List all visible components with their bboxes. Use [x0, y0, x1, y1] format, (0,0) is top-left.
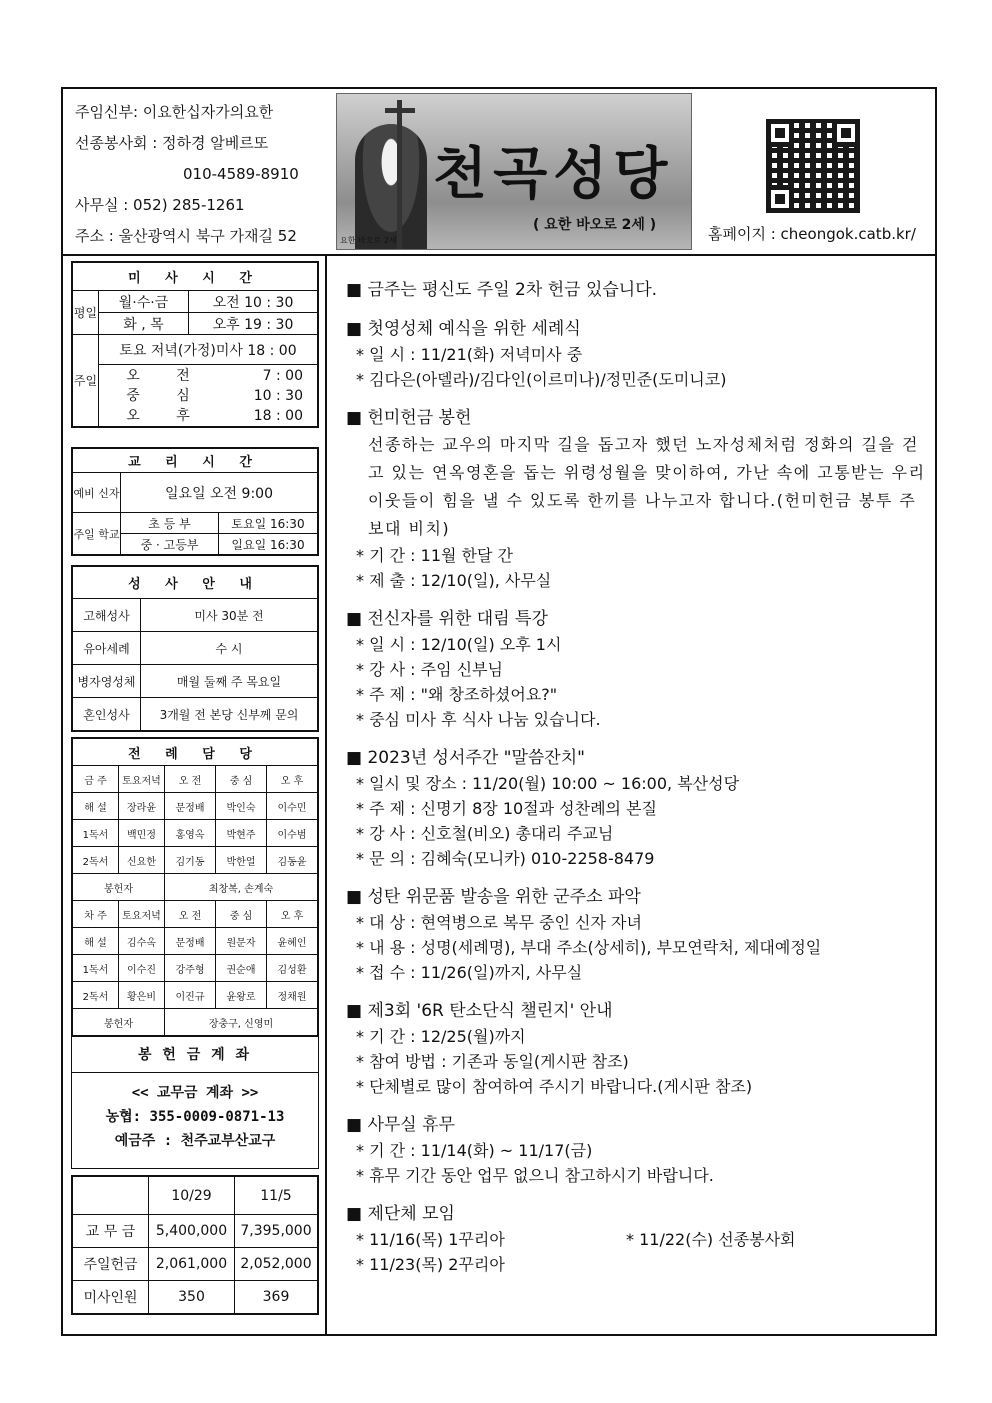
pastor-line: 주임신부: 이요한십자가의요한: [75, 103, 274, 121]
liturgy-header: 오 전: [165, 901, 216, 928]
liturgy-person: 김동윤: [267, 847, 318, 874]
sacraments-title: 성 사 안 내: [73, 567, 318, 599]
notice-line: * 일시 및 장소 : 11/20(월) 10:00 ~ 16:00, 복산성당: [356, 774, 740, 793]
notice-title: ■ 제3회 '6R 탄소단식 챌린지' 안내: [346, 1001, 613, 1021]
account-box: [71, 1036, 319, 1169]
sacrament-name: 고해성사: [73, 599, 141, 632]
school-time: 일요일 16:30: [219, 534, 318, 555]
bulletin-frame: [61, 87, 937, 1336]
account-label: << 교무금 계좌 >>: [131, 1085, 259, 1101]
offertory-names: 최창복, 손계숙: [165, 874, 318, 901]
liturgy-person: 원문자: [216, 928, 267, 955]
prep-label: 예비 신자: [73, 473, 121, 513]
meeting-line: * 11/16(목) 1꾸리아: [356, 1230, 505, 1249]
liturgy-title: 전 례 담 당: [73, 739, 318, 766]
notice-offering: [346, 277, 931, 303]
liturgy-person: 김기동: [165, 847, 216, 874]
weekday-days: 화 , 목: [99, 313, 189, 335]
saturday-mass: 토요 저녁(가정)미사 18 : 00: [99, 335, 318, 365]
mass-name: 중: [126, 387, 140, 404]
liturgy-role: 2독서: [73, 847, 119, 874]
liturgy-box: [71, 737, 319, 1037]
council-phone: 010-4589-8910: [183, 165, 299, 183]
finance-corner: [73, 1177, 149, 1215]
finance-box: [71, 1175, 319, 1315]
notice-baptism: [346, 316, 931, 392]
school-grade: 초 등 부: [121, 513, 219, 534]
notice-line: * 단체별로 많이 참여하여 주시기 바랍니다.(게시판 참조): [356, 1077, 753, 1096]
sacrament-name: 혼인성사: [73, 698, 141, 731]
notice-military-gifts: [346, 884, 931, 985]
finance-value: 7,395,000: [235, 1215, 318, 1248]
mass-times-box: [71, 261, 319, 428]
finance-value: 2,052,000: [235, 1248, 318, 1281]
sacrament-name: 유아세례: [73, 632, 141, 665]
liturgy-person: 신요한: [119, 847, 165, 874]
notice-title: ■ 헌미헌금 봉헌: [346, 408, 472, 428]
office-line: 사무실 : 052) 285-1261: [75, 196, 245, 214]
mass-times-title: 미 사 시 간: [73, 263, 318, 291]
notice-line: * 기 간 : 11월 한달 간: [356, 546, 514, 565]
sunday-label: 주일: [73, 335, 99, 427]
finance-date: 11/5: [235, 1177, 318, 1215]
mass-time: 10 : 30: [253, 387, 303, 404]
liturgy-role: 2독서: [73, 982, 119, 1009]
notice-line: * 주 제 : "왜 창조하셨어요?": [356, 685, 558, 704]
sacrament-info: 3개월 전 본당 신부께 문의: [141, 698, 318, 731]
notice-line: * 강 사 : 주임 신부님: [356, 660, 504, 679]
mass-name: 심: [176, 387, 190, 404]
liturgy-person: 황은비: [119, 982, 165, 1009]
finance-value: 5,400,000: [149, 1215, 235, 1248]
sacrament-info: 미사 30분 전: [141, 599, 318, 632]
qr-code-icon[interactable]: [766, 119, 860, 213]
liturgy-person: 윤혜인: [267, 928, 318, 955]
finance-label: 주일헌금: [73, 1248, 149, 1281]
liturgy-header: 토요저녁: [119, 901, 165, 928]
notice-line: * 일 시 : 12/10(일) 오후 1시: [356, 635, 562, 654]
offertory-names: 장충구, 신영미: [165, 1009, 318, 1036]
notice-office-closed: [346, 1112, 931, 1188]
sacrament-info: 매월 둘째 주 목요일: [141, 665, 318, 698]
liturgy-person: 김수옥: [119, 928, 165, 955]
finance-value: 369: [235, 1281, 318, 1314]
liturgy-person: 장라윤: [119, 793, 165, 820]
meeting-line: * 11/22(수) 선종봉사회: [626, 1230, 796, 1249]
mass-time: 7 : 00: [262, 367, 303, 384]
weekday-time: 오전 10 : 30: [189, 291, 318, 313]
meeting-line: * 11/23(목) 2꾸리아: [356, 1255, 505, 1274]
catechism-box: [71, 447, 319, 556]
council-line: 선종봉사회 : 정하경 알베르또: [75, 134, 269, 152]
notice-title: ■ 성탄 위문품 발송을 위한 군주소 파악: [346, 887, 641, 907]
notice-line: * 일 시 : 11/21(화) 저녁미사 중: [356, 345, 583, 364]
offertory-label: 봉헌자: [73, 874, 165, 901]
notices-column: [346, 277, 931, 1290]
notice-line: * 중심 미사 후 식사 나눔 있습니다.: [356, 710, 601, 729]
notice-title: ■ 금주는 평신도 주일 2차 헌금 있습니다.: [346, 280, 658, 300]
liturgy-person: 박현주: [216, 820, 267, 847]
finance-date: 10/29: [149, 1177, 235, 1215]
liturgy-person: 문정배: [165, 928, 216, 955]
liturgy-person: 문정배: [165, 793, 216, 820]
liturgy-header: 토요저녁: [119, 766, 165, 793]
notice-advent-lecture: [346, 606, 931, 732]
liturgy-person: 강주형: [165, 955, 216, 982]
notice-paragraph: 선종하는 교우의 마지막 길을 돕고자 했던 노자성체처럼 정화의 길을 걷고 있는 연옥영혼을 돕는 위령성월을 맞이하여, 가난 속에 고통받는 우리 이웃들이 힘을 낼 수 있도록 한끼를 나누고자 합니다.(헌미헌금 봉투 주보대 비치): [368, 435, 926, 538]
notice-line: * 기 간 : 12/25(월)까지: [356, 1027, 526, 1046]
liturgy-person: 이수진: [119, 955, 165, 982]
header-divider: [63, 254, 935, 256]
liturgy-person: 백민정: [119, 820, 165, 847]
image-credit: 요한 바오로 2세: [340, 236, 397, 245]
liturgy-person: 권순애: [216, 955, 267, 982]
liturgy-person: 박인숙: [216, 793, 267, 820]
liturgy-header: 중 심: [216, 766, 267, 793]
notice-title: ■ 첫영성체 예식을 위한 세례식: [346, 319, 581, 339]
liturgy-header: 차 주: [73, 901, 119, 928]
notice-title: ■ 제단체 모임: [346, 1204, 455, 1224]
notice-line: * 참여 방법 : 기존과 동일(게시판 참조): [356, 1052, 629, 1071]
notice-line: * 문 의 : 김혜숙(모니카) 010-2258-8479: [356, 849, 655, 868]
liturgy-role: 해 설: [73, 793, 119, 820]
pope-figure-image: [355, 124, 427, 250]
crosier-staff: [397, 100, 402, 250]
sacrament-info: 수 시: [141, 632, 318, 665]
notice-group-meetings: [346, 1201, 931, 1277]
crosier-cross: [385, 108, 415, 113]
address-line: 주소 : 울산광역시 북구 가재길 52: [75, 227, 297, 245]
catechism-title: 교 리 시 간: [73, 449, 318, 473]
finance-value: 2,061,000: [149, 1248, 235, 1281]
notice-carbon-challenge: [346, 998, 931, 1099]
account-holder: 예금주 : 천주교부산교구: [114, 1133, 276, 1149]
sunday-masses: [99, 365, 318, 427]
notice-rice-offering: [346, 405, 931, 593]
liturgy-person: 김성환: [267, 955, 318, 982]
notice-bible-week: [346, 745, 931, 871]
liturgy-person: 이수민: [267, 793, 318, 820]
notice-line: * 김다은(아델라)/김다인(이르미나)/정민준(도미니코): [356, 370, 727, 389]
notice-line: * 대 상 : 현역병으로 복무 중인 신자 자녀: [356, 913, 642, 932]
notice-line: * 휴무 기간 동안 업무 없으니 참고하시기 바랍니다.: [356, 1166, 714, 1185]
header-info: [75, 97, 299, 252]
liturgy-person: 홍영옥: [165, 820, 216, 847]
offertory-label: 봉헌자: [73, 1009, 165, 1036]
sacraments-box: [71, 565, 319, 732]
liturgy-header: 금 주: [73, 766, 119, 793]
qr-finder-icon: [832, 119, 860, 147]
weekday-label: 평일: [73, 291, 99, 335]
notice-title: ■ 사무실 휴무: [346, 1115, 455, 1135]
finance-label: 교 무 금: [73, 1215, 149, 1248]
mass-name: 전: [176, 367, 190, 384]
liturgy-person: 이진규: [165, 982, 216, 1009]
weekday-time: 오후 19 : 30: [189, 313, 318, 335]
notice-line: * 강 사 : 신호철(비오) 총대리 주교님: [356, 824, 614, 843]
mass-time: 18 : 00: [253, 407, 303, 424]
notice-line: * 기 간 : 11/14(화) ~ 11/17(금): [356, 1141, 593, 1160]
notice-title: ■ 전신자를 위한 대림 특강: [346, 609, 548, 629]
church-name: 천곡성당: [433, 141, 674, 207]
qr-finder-icon: [766, 119, 794, 147]
notice-line: * 접 수 : 11/26(일)까지, 사무실: [356, 963, 583, 982]
liturgy-person: 정채원: [267, 982, 318, 1009]
mass-name: 오: [126, 407, 140, 424]
notice-title: ■ 2023년 성서주간 "말씀잔치": [346, 748, 585, 768]
liturgy-role: 1독서: [73, 820, 119, 847]
homepage-link[interactable]: 홈페이지 : cheongok.catb.kr/: [708, 225, 916, 243]
sacrament-name: 병자영성체: [73, 665, 141, 698]
notice-line: * 내 용 : 성명(세례명), 부대 주소(상세히), 부모연락처, 제대예정일: [356, 938, 822, 957]
school-label: 주일 학교: [73, 513, 121, 555]
school-grade: 중 · 고등부: [121, 534, 219, 555]
column-divider: [325, 254, 327, 1334]
church-patron: ( 요한 바오로 2세 ): [533, 217, 657, 233]
qr-finder-icon: [766, 185, 794, 213]
mass-name: 오: [126, 367, 140, 384]
liturgy-header: 오 후: [267, 766, 318, 793]
liturgy-role: 1독서: [73, 955, 119, 982]
liturgy-person: 윤왕로: [216, 982, 267, 1009]
account-title: 봉 헌 금 계 좌: [72, 1037, 318, 1073]
notice-line: * 제 출 : 12/10(일), 사무실: [356, 571, 552, 590]
liturgy-role: 해 설: [73, 928, 119, 955]
liturgy-header: 중 심: [216, 901, 267, 928]
liturgy-header: 오 전: [165, 766, 216, 793]
notice-line: * 주 제 : 신명기 8장 10절과 성찬례의 본질: [356, 799, 658, 818]
liturgy-header: 오 후: [267, 901, 318, 928]
school-time: 토요일 16:30: [219, 513, 318, 534]
finance-label: 미사인원: [73, 1281, 149, 1314]
church-banner: [336, 93, 692, 250]
account-number: 농협: 355-0009-0871-13: [105, 1109, 285, 1125]
liturgy-person: 이수범: [267, 820, 318, 847]
weekday-days: 월·수·금: [99, 291, 189, 313]
prep-time: 일요일 오전 9:00: [121, 473, 318, 513]
mass-name: 후: [176, 407, 190, 424]
finance-value: 350: [149, 1281, 235, 1314]
liturgy-person: 박한얼: [216, 847, 267, 874]
